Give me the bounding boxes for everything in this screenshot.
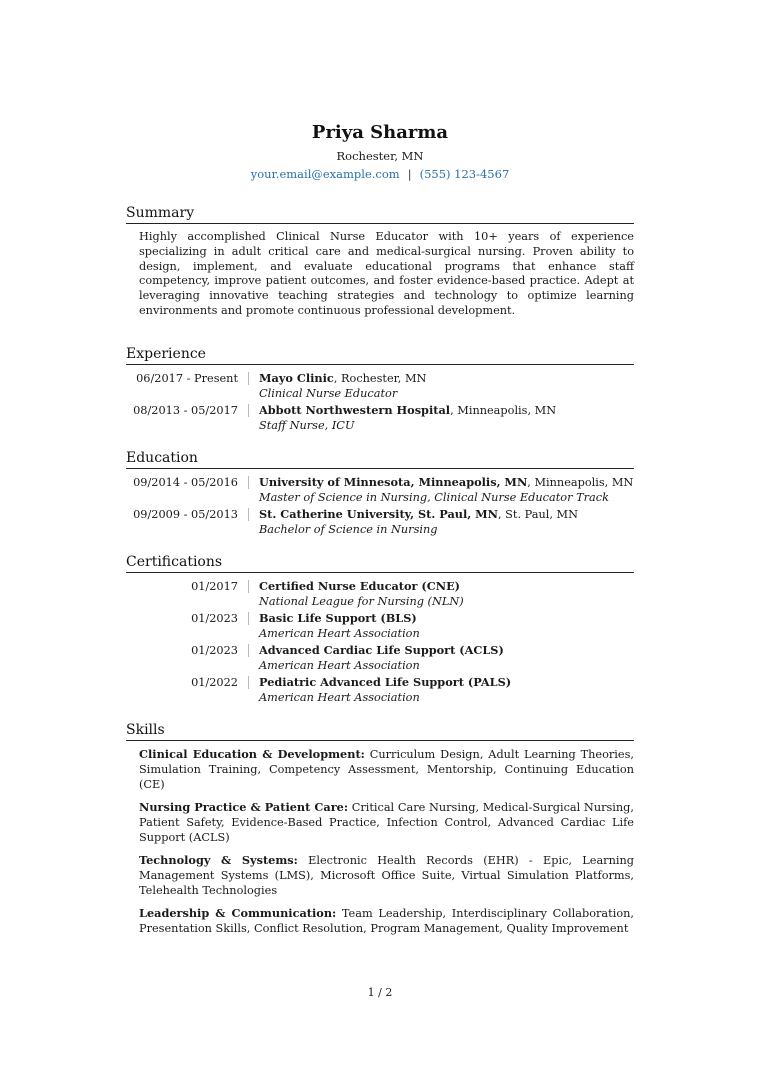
experience-section xyxy=(126,345,634,433)
certification-issuer: American Heart Association xyxy=(259,690,420,704)
entry-date: 09/2009 - 05/2013 xyxy=(133,507,238,521)
entry-divider xyxy=(248,508,249,521)
entry-body xyxy=(259,507,578,537)
employer-name: Mayo Clinic xyxy=(259,370,334,385)
entry-divider xyxy=(248,612,249,625)
email-link[interactable]: your.email@example.com xyxy=(250,167,400,181)
education-entry xyxy=(126,507,634,537)
entry-divider xyxy=(248,476,249,489)
education-entry xyxy=(126,475,634,505)
certification-issuer: National League for Nursing (NLN) xyxy=(259,594,464,608)
skill-items: Critical Care Nursing, Medical-Surgical Nursing, Patient Safety, Evidence-Based Practice, Infection Control, Advanced Cardiac Life Support (ACLS) xyxy=(139,800,634,844)
entry-divider xyxy=(248,676,249,689)
school-location: , St. Paul, MN xyxy=(497,507,578,521)
entry-body xyxy=(259,371,426,401)
skill-items: Electronic Health Records (EHR) - Epic, Learning Management Systems (LMS), Microsoft Office Suite, Virtual Simulation Platforms, Telehealth Technologies xyxy=(139,853,634,897)
candidate-name: Priya Sharma xyxy=(311,122,449,143)
entry-body xyxy=(259,611,420,641)
page-number: 1 / 2 xyxy=(367,986,393,999)
entry-date: 01/2023 xyxy=(191,643,238,657)
entry-body xyxy=(259,643,504,673)
summary-section xyxy=(126,204,634,319)
skill-group xyxy=(139,906,634,936)
skill-items: Team Leadership, Interdisciplinary Collaboration, Presentation Skills, Conflict Resolution, Program Management, Quality Improvement xyxy=(139,906,634,935)
skill-group xyxy=(139,800,634,845)
entry-date: 08/2013 - 05/2017 xyxy=(133,403,238,417)
section-title-summary: Summary xyxy=(126,204,634,224)
school-location: , Minneapolis, MN xyxy=(527,475,634,489)
education-list xyxy=(126,475,634,537)
employer-location: , Rochester, MN xyxy=(333,371,427,385)
experience-entry xyxy=(126,403,634,433)
entry-body xyxy=(259,675,511,705)
skill-category: Nursing Practice & Patient Care: xyxy=(139,799,349,814)
entry-date: 01/2022 xyxy=(191,675,238,689)
contact-line xyxy=(126,166,634,182)
entry-date: 09/2014 - 05/2016 xyxy=(133,475,238,489)
skill-category: Technology & Systems: xyxy=(139,852,298,867)
section-title-certifications: Certifications xyxy=(126,553,634,573)
resume-header xyxy=(126,122,634,182)
skill-items: Curriculum Design, Adult Learning Theories, Simulation Training, Competency Assessment, Mentorship, Continuing Education (CE) xyxy=(139,747,634,791)
certification-entry xyxy=(126,675,634,705)
entry-divider xyxy=(248,644,249,657)
entry-date: 01/2017 xyxy=(191,579,238,593)
experience-entry xyxy=(126,371,634,401)
certification-issuer: American Heart Association xyxy=(259,658,420,672)
entry-divider xyxy=(248,580,249,593)
skill-category: Clinical Education & Development: xyxy=(139,746,365,761)
skill-group xyxy=(139,853,634,898)
certification-entry xyxy=(126,579,634,609)
certification-issuer: American Heart Association xyxy=(259,626,420,640)
contact-separator: | xyxy=(407,167,412,181)
school-name: St. Catherine University, St. Paul, MN xyxy=(259,506,498,521)
employer-location: , Minneapolis, MN xyxy=(450,403,557,417)
section-title-education: Education xyxy=(126,449,634,469)
entry-divider xyxy=(248,372,249,385)
certification-name: Certified Nurse Educator (CNE) xyxy=(259,578,461,593)
candidate-location: Rochester, MN xyxy=(336,149,424,163)
skills-list xyxy=(139,747,634,936)
certifications-list xyxy=(126,579,634,705)
entry-body xyxy=(259,403,556,433)
section-title-experience: Experience xyxy=(126,345,634,365)
certification-name: Basic Life Support (BLS) xyxy=(259,610,417,625)
certification-entry xyxy=(126,611,634,641)
degree-name: Bachelor of Science in Nursing xyxy=(259,522,438,536)
section-title-skills: Skills xyxy=(126,721,634,741)
phone-link[interactable]: (555) 123-4567 xyxy=(419,167,510,181)
job-title: Staff Nurse, ICU xyxy=(259,418,355,432)
certification-name: Advanced Cardiac Life Support (ACLS) xyxy=(259,642,504,657)
skill-group xyxy=(139,747,634,792)
skill-category: Leadership & Communication: xyxy=(139,905,337,920)
job-title: Clinical Nurse Educator xyxy=(259,386,398,400)
certification-name: Pediatric Advanced Life Support (PALS) xyxy=(259,674,512,689)
entry-date: 06/2017 - Present xyxy=(136,371,238,385)
certification-entry xyxy=(126,643,634,673)
entry-date: 01/2023 xyxy=(191,611,238,625)
entry-body xyxy=(259,579,464,609)
certifications-section xyxy=(126,553,634,705)
resume-page xyxy=(126,122,634,944)
degree-name: Master of Science in Nursing, Clinical Nurse Educator Track xyxy=(259,490,609,504)
experience-list xyxy=(126,371,634,433)
employer-name: Abbott Northwestern Hospital xyxy=(259,402,451,417)
skills-section xyxy=(126,721,634,936)
school-name: University of Minnesota, Minneapolis, MN xyxy=(259,474,528,489)
entry-body xyxy=(259,475,633,505)
education-section xyxy=(126,449,634,537)
summary-text: Highly accomplished Clinical Nurse Educator with 10+ years of experience specializing in adult critical care and medical-surgical nursing. Proven ability to design, implement, and evaluate educational programs that enhance staff competency, improve patient outcomes, and foster evidence-based practice. Adept at leveraging innovative teaching strategies and technology to optimize learning environments and promote continuous professional development. xyxy=(139,230,634,317)
entry-divider xyxy=(248,404,249,417)
